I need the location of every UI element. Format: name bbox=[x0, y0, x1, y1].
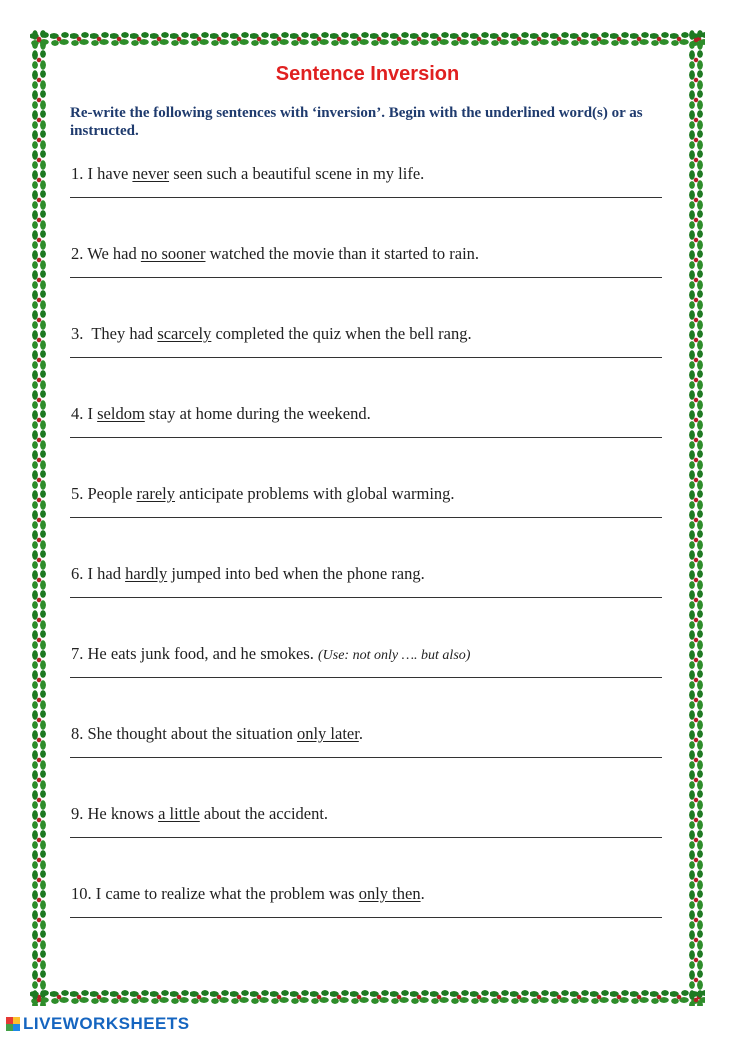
liveworksheets-logo[interactable] bbox=[6, 1014, 190, 1034]
question-item bbox=[70, 314, 665, 394]
question-text-after: watched the movie than it started to rain. bbox=[205, 244, 480, 263]
answer-line[interactable] bbox=[70, 597, 662, 598]
question-text bbox=[71, 564, 425, 584]
question-text bbox=[71, 164, 424, 184]
brand-name: LIVEWORKSHEETS bbox=[23, 1014, 190, 1033]
underlined-word: never bbox=[132, 164, 170, 183]
question-number: 2. bbox=[71, 244, 84, 263]
holly-border-left bbox=[30, 30, 48, 1006]
answer-line[interactable] bbox=[70, 357, 662, 358]
question-text-after: . bbox=[358, 724, 363, 743]
answer-line[interactable] bbox=[70, 677, 662, 678]
question-text bbox=[71, 884, 425, 904]
instructions: Re-write the following sentences with ‘inversion’. Begin with the underlined word(s) or as instructed. bbox=[70, 105, 643, 139]
question-text-before: They had bbox=[83, 324, 158, 343]
question-text-after: seen such a beautiful scene in my life. bbox=[169, 164, 425, 183]
answer-line[interactable] bbox=[70, 837, 662, 838]
holly-border-bottom bbox=[30, 988, 705, 1006]
question-text bbox=[71, 644, 470, 666]
question-text-before: He eats junk food, and he smokes. bbox=[83, 644, 318, 663]
underlined-word: scarcely bbox=[157, 324, 212, 343]
answer-line[interactable] bbox=[70, 917, 662, 918]
liveworksheets-logo-icon bbox=[6, 1017, 20, 1031]
question-text-after: jumped into bed when the phone rang. bbox=[167, 564, 425, 583]
question-text bbox=[71, 484, 455, 504]
question-number: 10. bbox=[71, 884, 92, 903]
holly-border-right bbox=[687, 30, 705, 1006]
question-text-after: completed the quiz when the bell rang. bbox=[211, 324, 472, 343]
question-text bbox=[71, 244, 479, 264]
question-text-after: anticipate problems with global warming. bbox=[175, 484, 455, 503]
question-item bbox=[70, 714, 665, 794]
answer-line[interactable] bbox=[70, 517, 662, 518]
question-item bbox=[70, 874, 665, 954]
question-text-after: . bbox=[420, 884, 425, 903]
question-text-before: We had bbox=[83, 244, 141, 263]
question-item bbox=[70, 794, 665, 874]
question-number: 5. bbox=[71, 484, 84, 503]
question-list bbox=[70, 154, 665, 954]
question-number: 4. bbox=[71, 404, 84, 423]
worksheet-content bbox=[70, 60, 665, 970]
question-text-after: stay at home during the weekend. bbox=[144, 404, 371, 423]
question-text-before: She thought about the situation bbox=[83, 724, 297, 743]
underlined-word: only later bbox=[296, 724, 359, 743]
question-number: 3. bbox=[71, 324, 84, 343]
question-text bbox=[71, 804, 328, 824]
question-item bbox=[70, 154, 665, 234]
question-hint: (Use: not only …. but also) bbox=[318, 648, 471, 663]
question-item bbox=[70, 474, 665, 554]
question-item bbox=[70, 394, 665, 474]
question-text-before: People bbox=[83, 484, 137, 503]
question-text bbox=[71, 324, 472, 344]
holly-border-top bbox=[30, 30, 705, 48]
answer-line[interactable] bbox=[70, 437, 662, 438]
question-item bbox=[70, 554, 665, 634]
underlined-word: a little bbox=[158, 804, 200, 823]
question-text-before: I came to realize what the problem was bbox=[91, 884, 359, 903]
underlined-word: rarely bbox=[136, 484, 176, 503]
question-number: 6. bbox=[71, 564, 84, 583]
question-number: 9. bbox=[71, 804, 84, 823]
answer-line[interactable] bbox=[70, 197, 662, 198]
question-number: 1. bbox=[71, 164, 84, 183]
question-text-before: I bbox=[83, 404, 98, 423]
question-number: 7. bbox=[71, 644, 84, 663]
question-text-before: I have bbox=[83, 164, 133, 183]
question-text-before: He knows bbox=[83, 804, 159, 823]
question-text-after: about the accident. bbox=[199, 804, 329, 823]
underlined-word: only then bbox=[358, 884, 421, 903]
underlined-word: no sooner bbox=[140, 244, 206, 263]
underlined-word: seldom bbox=[97, 404, 145, 423]
worksheet-title: Sentence Inversion bbox=[275, 63, 460, 85]
underlined-word: hardly bbox=[125, 564, 168, 583]
question-number: 8. bbox=[71, 724, 84, 743]
answer-line[interactable] bbox=[70, 277, 662, 278]
question-text-before: I had bbox=[83, 564, 126, 583]
question-item bbox=[70, 234, 665, 314]
question-text bbox=[71, 724, 363, 744]
answer-line[interactable] bbox=[70, 757, 662, 758]
question-text bbox=[71, 404, 371, 424]
question-item bbox=[70, 634, 665, 714]
